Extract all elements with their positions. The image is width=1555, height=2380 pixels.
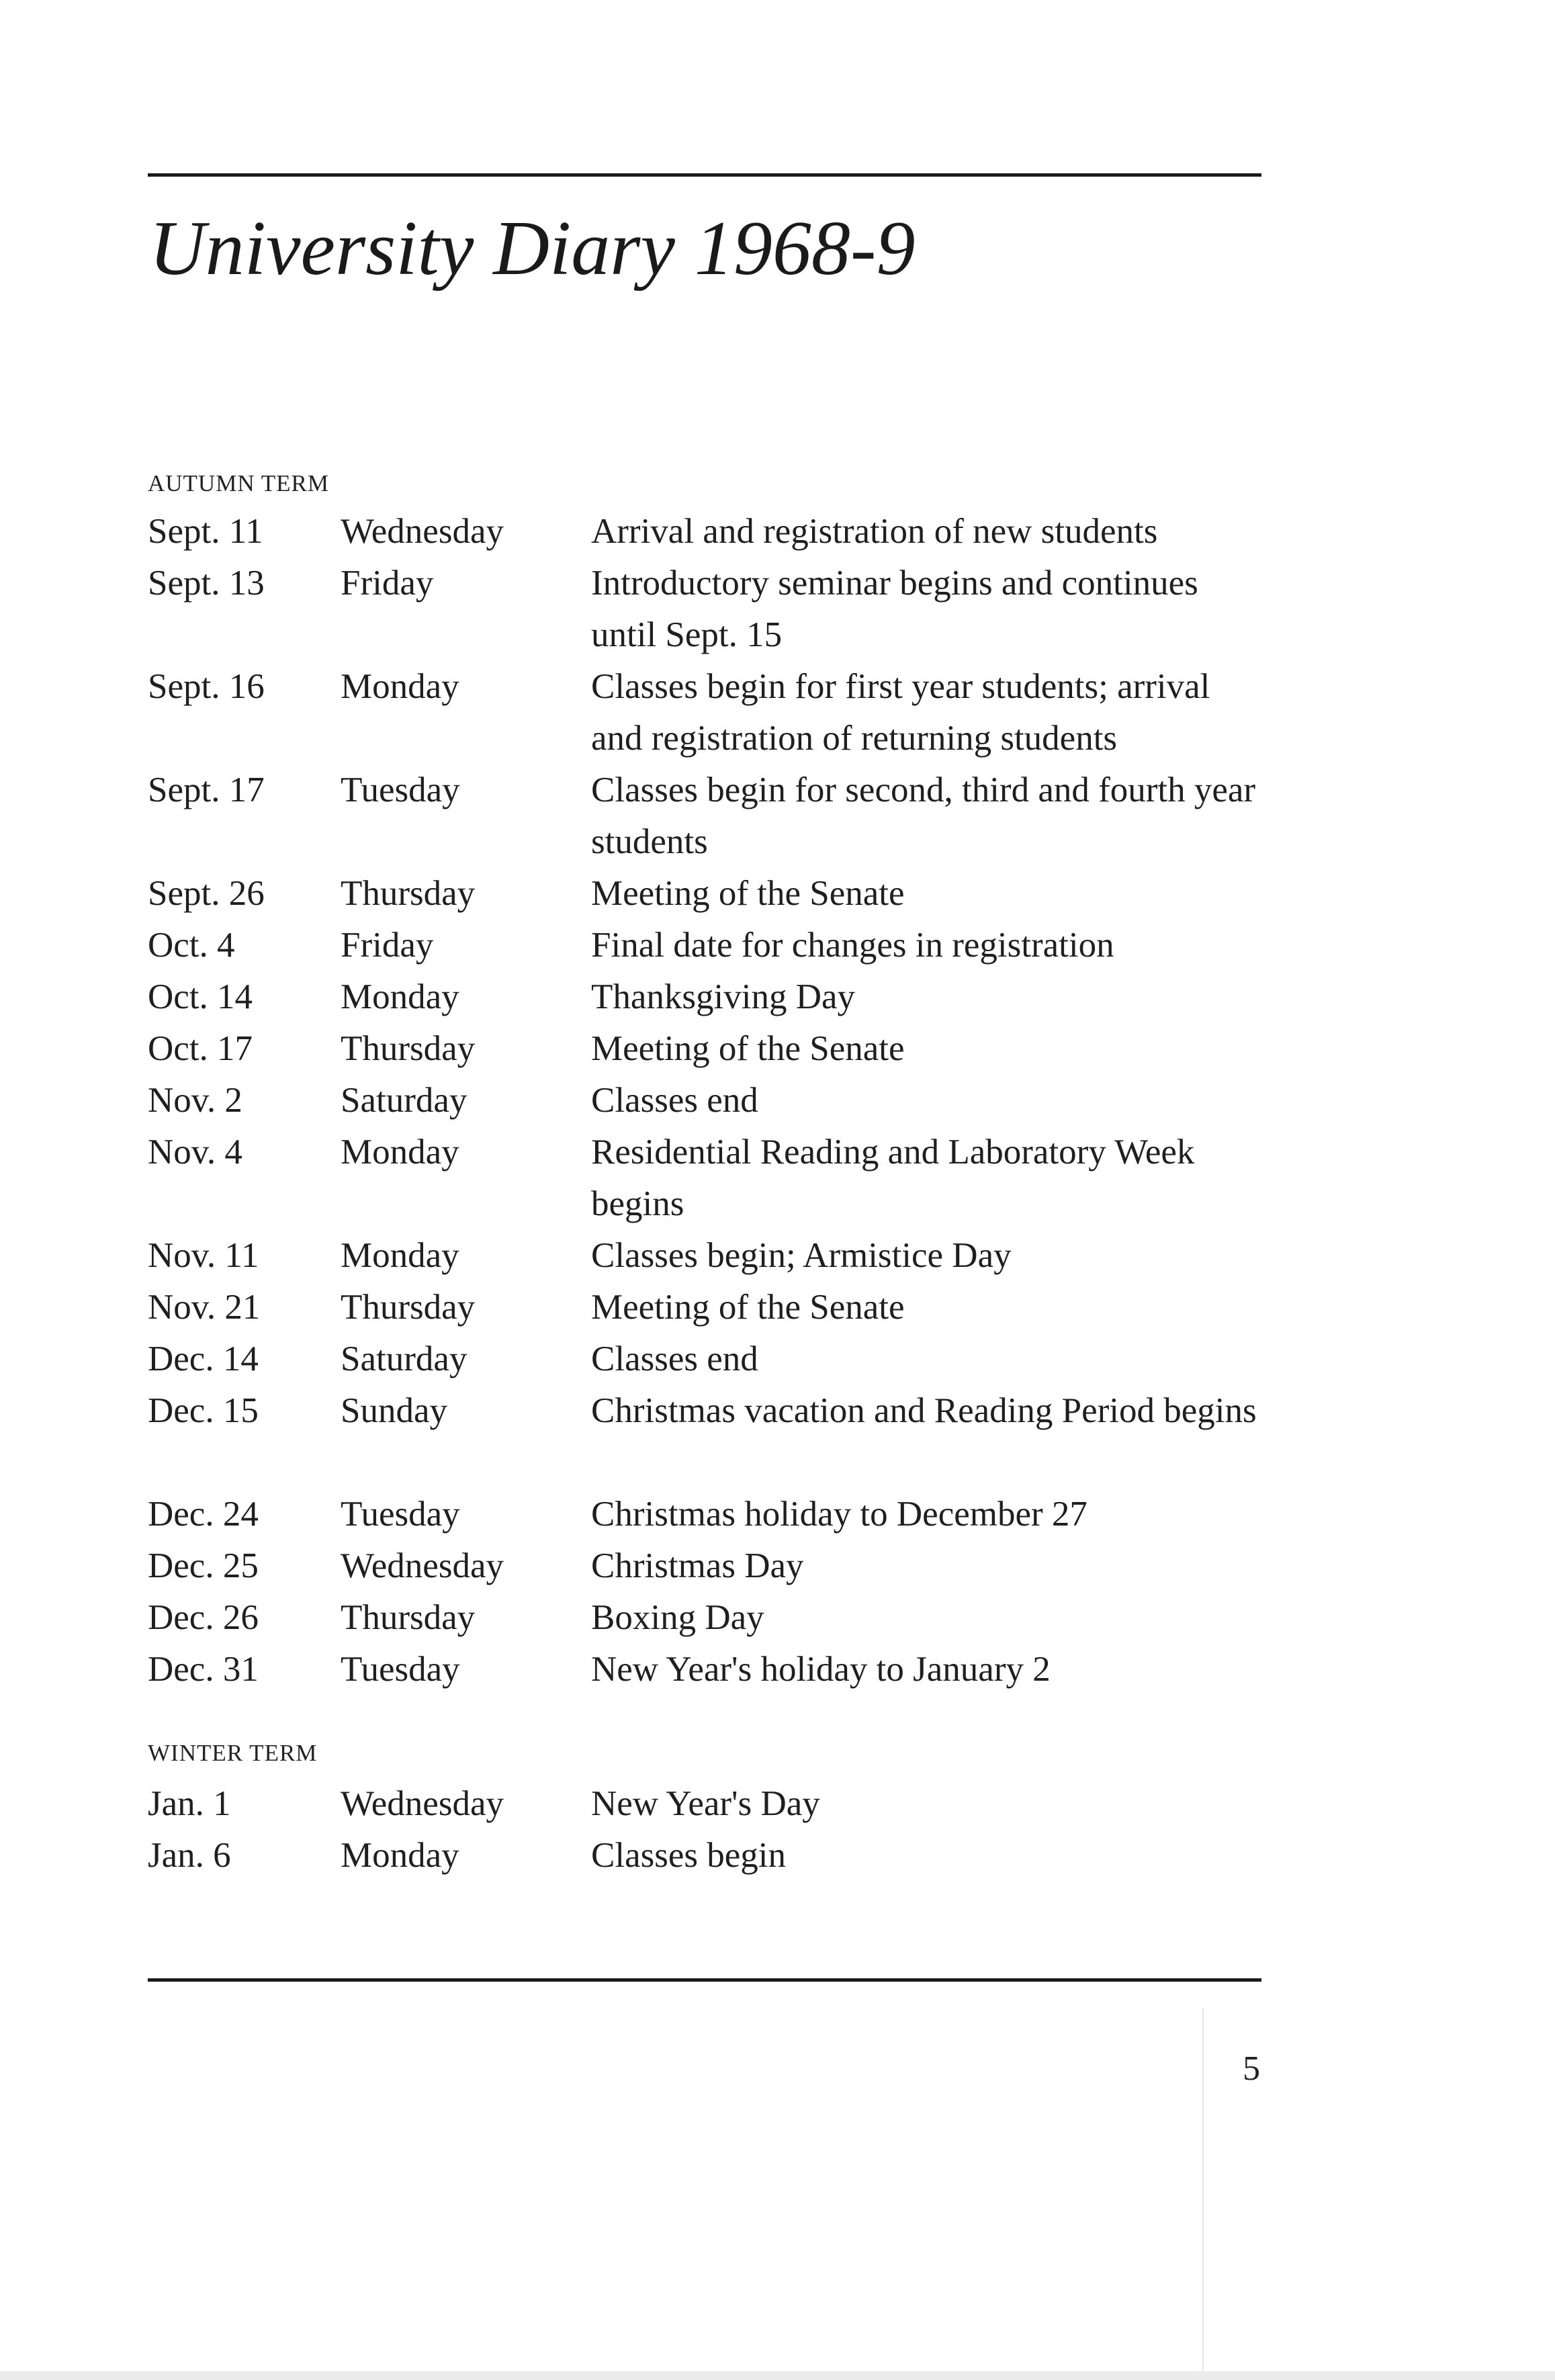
entry-day: Tuesday — [341, 1495, 460, 1534]
entry-day: Tuesday — [341, 1650, 460, 1689]
entry-event: Classes begin; Armistice Day — [591, 1236, 1012, 1275]
entry-day: Monday — [341, 667, 459, 706]
entry-date: Oct. 17 — [148, 1029, 253, 1068]
entry-event: Christmas vacation and Reading Period begins — [591, 1391, 1257, 1430]
entry-date: Sept. 11 — [148, 512, 263, 551]
entry-date: Sept. 13 — [148, 564, 265, 603]
page-fold-shadow — [1202, 2009, 1204, 2380]
bottom-rule — [148, 1978, 1261, 1982]
entry-event: Final date for changes in registration — [591, 926, 1114, 965]
entry-event: Christmas Day — [591, 1546, 804, 1585]
entry-day: Thursday — [341, 1288, 476, 1327]
entry-day: Sunday — [341, 1391, 447, 1430]
entry-day: Thursday — [341, 1029, 476, 1068]
entry-day: Tuesday — [341, 770, 460, 809]
entry-event: Christmas holiday to December 27 — [591, 1495, 1087, 1534]
page-number: 5 — [1243, 2050, 1260, 2088]
entry-date: Nov. 4 — [148, 1133, 242, 1172]
entry-day: Saturday — [341, 1081, 468, 1120]
entry-date: Oct. 14 — [148, 977, 253, 1016]
entry-date: Nov. 21 — [148, 1288, 261, 1327]
entry-date: Dec. 24 — [148, 1495, 259, 1534]
entry-day: Friday — [341, 926, 434, 965]
entry-day: Friday — [341, 564, 434, 603]
entry-date: Sept. 16 — [148, 667, 265, 706]
entry-date: Dec. 31 — [148, 1650, 259, 1689]
entry-event: Classes begin for first year students; arrival and registration of returning students — [591, 667, 1210, 758]
entry-event: Meeting of the Senate — [591, 874, 905, 913]
entry-event: Thanksgiving Day — [591, 977, 856, 1016]
entry-event: Meeting of the Senate — [591, 1029, 905, 1068]
page-title: University Diary 1968-9 — [149, 206, 916, 292]
entry-event: Classes begin — [591, 1836, 786, 1875]
entry-event: Classes begin for second, third and fourth year students — [591, 770, 1256, 861]
entry-day: Wednesday — [341, 512, 504, 551]
entry-day: Saturday — [341, 1339, 468, 1378]
entry-date: Sept. 26 — [148, 874, 265, 913]
page-bottom-edge — [0, 2371, 1555, 2380]
entry-day: Monday — [341, 1133, 459, 1172]
entry-day: Monday — [341, 977, 459, 1016]
top-rule — [148, 173, 1261, 177]
entry-event: Boxing Day — [591, 1598, 764, 1637]
entry-date: Jan. 6 — [148, 1836, 231, 1875]
entry-event: New Year's holiday to January 2 — [591, 1650, 1051, 1689]
entry-date: Oct. 4 — [148, 926, 235, 965]
winter-term-label: WINTER TERM — [148, 1740, 318, 1766]
entry-event: Classes end — [591, 1339, 758, 1378]
entry-day: Thursday — [341, 1598, 476, 1637]
entry-day: Wednesday — [341, 1546, 504, 1585]
entry-day: Thursday — [341, 874, 476, 913]
entry-date: Dec. 15 — [148, 1391, 259, 1430]
entry-event: Arrival and registration of new students — [591, 512, 1158, 551]
entry-day: Wednesday — [341, 1784, 504, 1823]
autumn-term-label: AUTUMN TERM — [148, 470, 329, 496]
entry-event: New Year's Day — [591, 1784, 820, 1823]
entry-date: Dec. 25 — [148, 1546, 259, 1585]
entry-date: Jan. 1 — [148, 1784, 231, 1823]
entry-day: Monday — [341, 1236, 459, 1275]
entry-date: Sept. 17 — [148, 770, 265, 809]
entry-event: Residential Reading and Laboratory Week begins — [591, 1133, 1195, 1223]
entry-day: Monday — [341, 1836, 459, 1875]
entry-date: Nov. 11 — [148, 1236, 259, 1275]
entry-date: Nov. 2 — [148, 1081, 242, 1120]
entry-event: Meeting of the Senate — [591, 1288, 905, 1327]
entry-event: Introductory seminar begins and continues until Sept. 15 — [591, 564, 1198, 654]
entry-date: Dec. 14 — [148, 1339, 259, 1378]
entry-event: Classes end — [591, 1081, 758, 1120]
entry-date: Dec. 26 — [148, 1598, 259, 1637]
